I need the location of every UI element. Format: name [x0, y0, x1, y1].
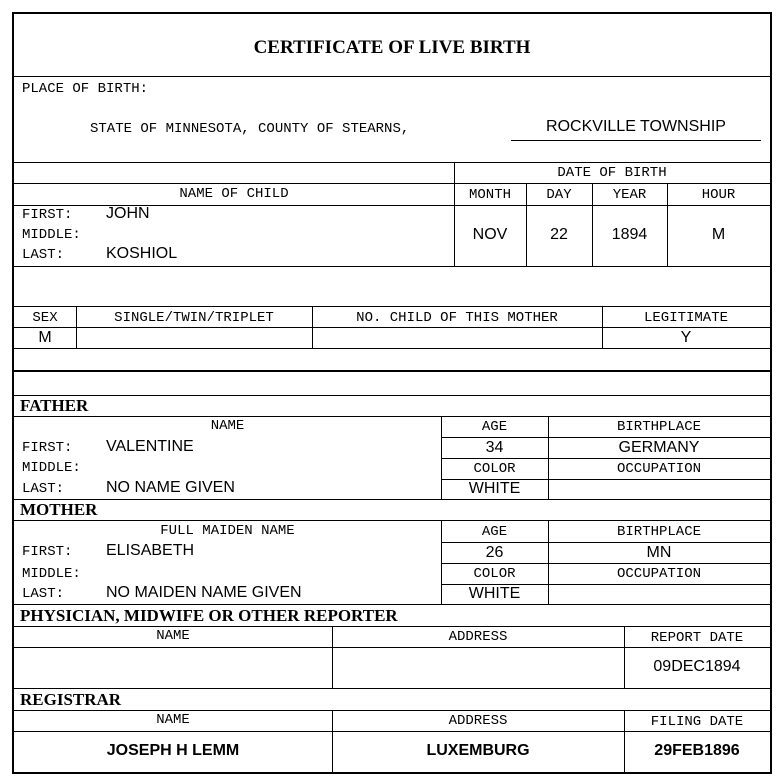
- mother-age-label: AGE: [481, 524, 508, 540]
- birth-day: 22: [550, 226, 568, 243]
- divider: [14, 688, 770, 689]
- day-label: DAY: [546, 187, 572, 203]
- mother-first-label: FIRST:: [22, 544, 73, 560]
- multiple-birth-label: SINGLE/TWIN/TRIPLET: [114, 310, 274, 326]
- father-birthplace-label: BIRTHPLACE: [616, 419, 701, 435]
- divider: [14, 731, 770, 732]
- mother-birthplace: MN: [646, 544, 672, 561]
- mother-name-header: FULL MAIDEN NAME: [160, 523, 295, 539]
- township-underline: [511, 140, 761, 141]
- township: ROCKVILLE TOWNSHIP: [546, 118, 726, 135]
- registrar-address-label: ADDRESS: [448, 713, 508, 729]
- birth-year: 1894: [611, 226, 648, 243]
- divider: [14, 162, 770, 163]
- physician-section-title: PHYSICIAN, MIDWIFE OR OTHER REPORTER: [20, 606, 398, 625]
- divider: [441, 563, 770, 564]
- state-county: STATE OF MINNESOTA, COUNTY OF STEARNS,: [90, 121, 410, 137]
- father-last-name: NO NAME GIVEN: [106, 479, 235, 496]
- mother-middle-label: MIDDLE:: [22, 566, 81, 582]
- father-age-label: AGE: [481, 419, 508, 435]
- mother-last-label: LAST:: [22, 586, 65, 602]
- legitimate-value: Y: [680, 329, 692, 346]
- divider: [441, 458, 770, 459]
- registrar-name-label: NAME: [156, 712, 190, 728]
- divider: [14, 416, 770, 417]
- child-last-name: KOSHIOL: [106, 245, 178, 262]
- place-of-birth-label: PLACE OF BIRTH:: [22, 81, 149, 97]
- divider: [14, 327, 770, 328]
- hour-label: HOUR: [701, 187, 736, 203]
- mother-first-name: ELISABETH: [106, 542, 195, 559]
- mother-birthplace-label: BIRTHPLACE: [616, 524, 701, 540]
- physician-address-label: ADDRESS: [448, 629, 508, 645]
- mother-age: 26: [485, 544, 504, 561]
- divider: [14, 306, 770, 307]
- sex-value: M: [38, 329, 52, 346]
- divider: [14, 499, 770, 500]
- filing-date: 29FEB1896: [654, 742, 740, 759]
- sex-label: SEX: [32, 310, 58, 326]
- month-label: MONTH: [468, 187, 511, 203]
- child-first-label: FIRST:: [22, 207, 73, 223]
- birth-month: NOV: [472, 226, 508, 243]
- divider: [14, 348, 770, 349]
- child-name-header: NAME OF CHILD: [179, 186, 289, 202]
- mother-color: WHITE: [468, 585, 521, 602]
- physician-name-label: NAME: [156, 628, 190, 644]
- divider: [14, 76, 770, 77]
- father-color: WHITE: [468, 480, 521, 497]
- father-first-label: FIRST:: [22, 440, 73, 456]
- divider: [14, 395, 770, 396]
- certificate-title: CERTIFICATE OF LIVE BIRTH: [253, 37, 531, 58]
- divider: [14, 647, 770, 648]
- father-name-header: NAME: [210, 418, 245, 434]
- father-birthplace: GERMANY: [618, 439, 700, 456]
- father-middle-label: MIDDLE:: [22, 460, 81, 476]
- father-color-label: COLOR: [473, 461, 516, 477]
- mother-last-name: NO MAIDEN NAME GIVEN: [106, 584, 302, 601]
- child-middle-label: MIDDLE:: [22, 227, 81, 243]
- report-date: 09DEC1894: [653, 658, 741, 675]
- registrar-section-title: REGISTRAR: [20, 690, 122, 709]
- date-of-birth-header: DATE OF BIRTH: [557, 165, 667, 181]
- child-first-name: JOHN: [106, 205, 150, 222]
- mother-section-title: MOTHER: [20, 500, 98, 519]
- child-last-label: LAST:: [22, 247, 65, 263]
- father-age: 34: [485, 439, 504, 456]
- divider: [14, 370, 770, 372]
- registrar-name: JOSEPH H LEMM: [106, 742, 240, 759]
- divider: [14, 626, 770, 627]
- child-number-label: NO. CHILD OF THIS MOTHER: [356, 310, 558, 326]
- divider: [14, 710, 770, 711]
- father-last-label: LAST:: [22, 481, 65, 497]
- divider: [14, 604, 770, 605]
- divider: [14, 183, 770, 184]
- divider: [14, 520, 770, 521]
- legitimate-label: LEGITIMATE: [643, 310, 728, 326]
- divider: [441, 542, 770, 543]
- father-section-title: FATHER: [20, 396, 89, 415]
- birth-hour: M: [711, 226, 726, 243]
- filing-date-label: FILING DATE: [650, 714, 744, 730]
- mother-color-label: COLOR: [473, 566, 516, 582]
- registrar-address: LUXEMBURG: [426, 742, 530, 759]
- report-date-label: REPORT DATE: [650, 630, 744, 646]
- divider: [441, 437, 770, 438]
- divider: [14, 266, 770, 267]
- father-occupation-label: OCCUPATION: [616, 461, 701, 477]
- father-first-name: VALENTINE: [106, 438, 194, 455]
- year-label: YEAR: [612, 187, 647, 203]
- mother-occupation-label: OCCUPATION: [616, 566, 701, 582]
